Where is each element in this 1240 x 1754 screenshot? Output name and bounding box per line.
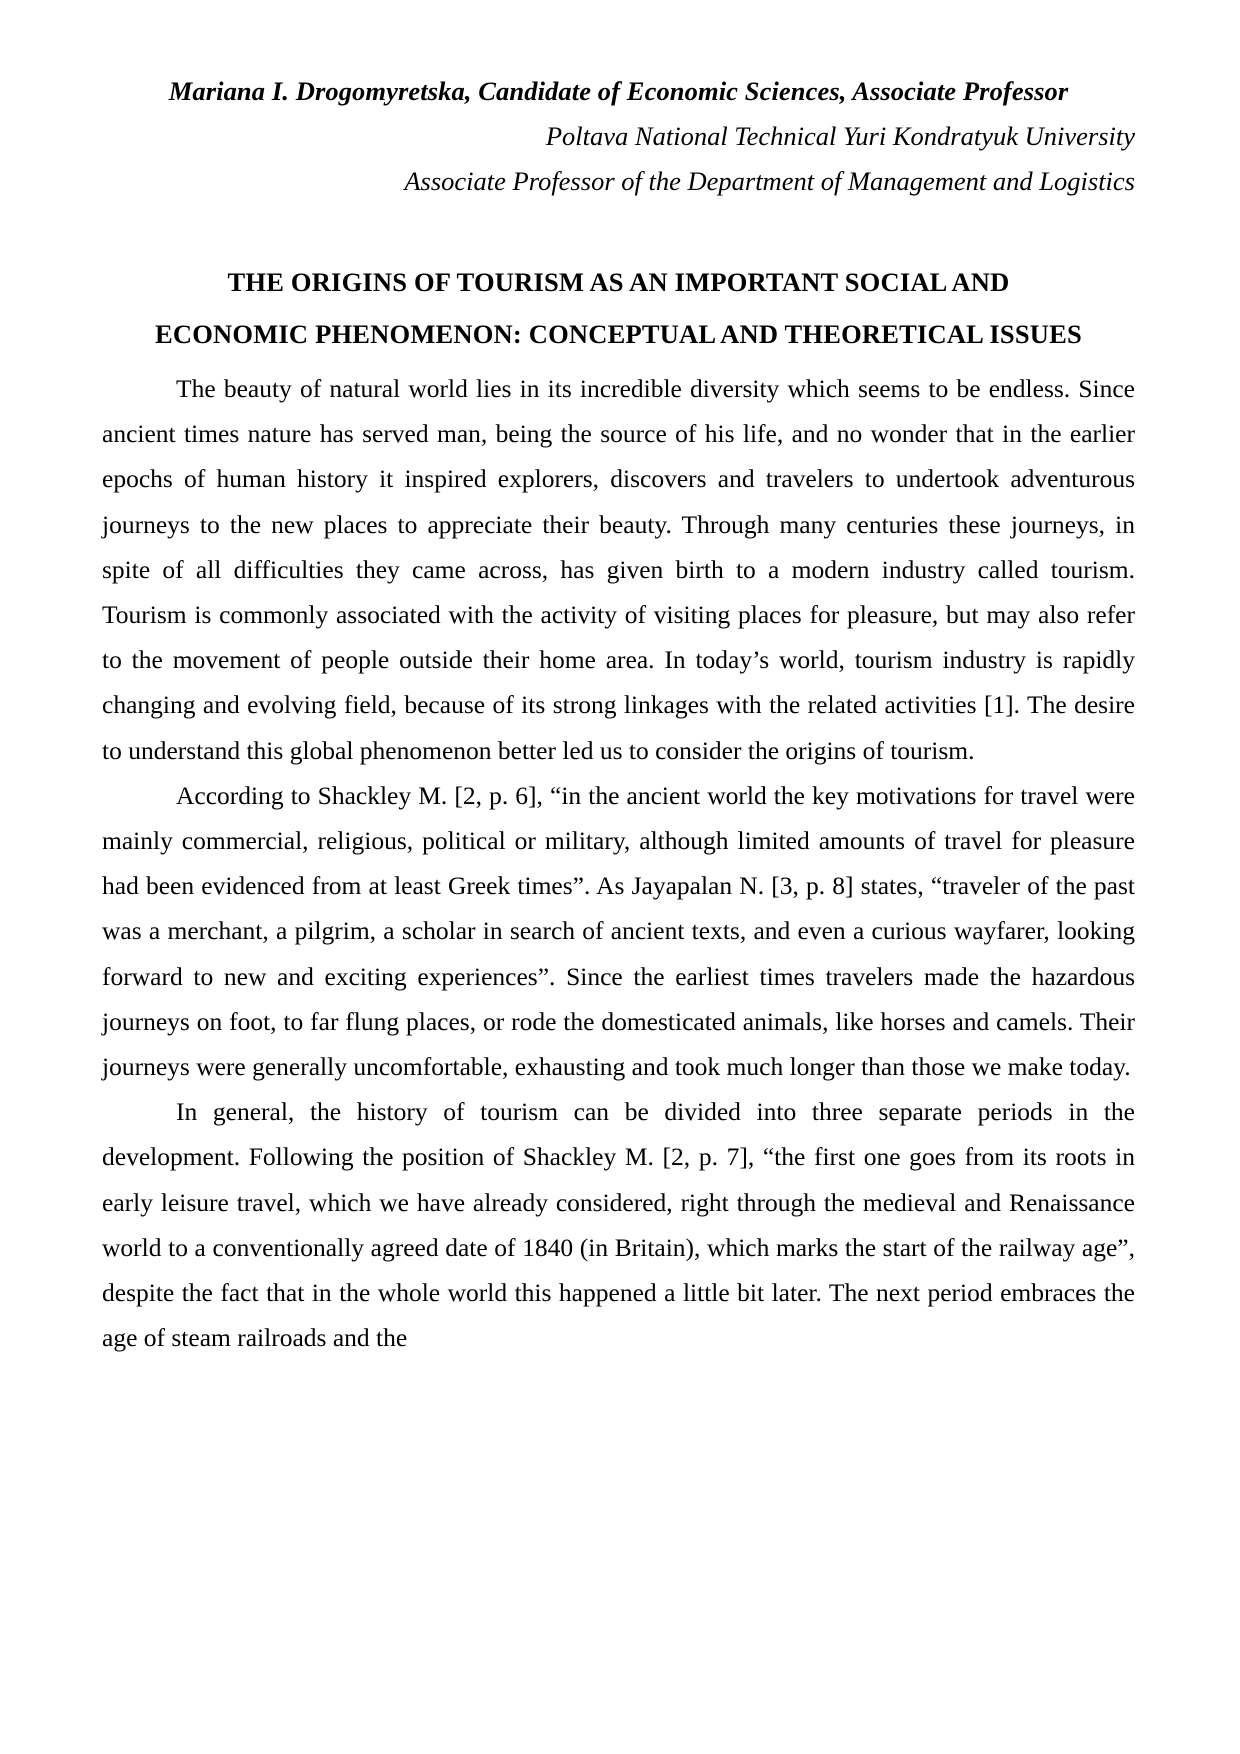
affiliation-university-line: Poltava National Technical Yuri Kondratyuk University	[545, 121, 1135, 151]
author-affiliation-block	[102, 68, 1135, 204]
page-title	[102, 256, 1135, 360]
title-line-2: ECONOMIC PHENOMENON: CONCEPTUAL AND THEORETICAL ISSUES	[155, 319, 1082, 349]
affiliation-department-line: Associate Professor of the Department of Management and Logistics	[404, 166, 1135, 196]
body-text	[102, 366, 1135, 1360]
author-name-line: Mariana I. Drogomyretska, Candidate of Economic Sciences, Associate Professor	[168, 76, 1069, 106]
paragraph-2: According to Shackley M. [2, p. 6], “in the ancient world the key motivations for travel were mainly commercial, religious, political or military, although limited amounts of travel for pleasure had been evidenced from at least Greek times”. As Jayapalan N. [3, p. 8] states, “traveler of the past was a merchant, a pilgrim, a scholar in search of ancient texts, and even a curious wayfarer, looking forward to new and exciting experiences”. Since the earliest times travelers made the hazardous journeys on foot, to far flung places, or rode the domesticated animals, like horses and camels. Their journeys were generally uncomfortable, exhausting and took much longer than those we make today.	[102, 780, 1135, 1082]
paragraph-3: In general, the history of tourism can be divided into three separate periods in the development. Following the position of Shackley M. [2, p. 7], “the first one goes from its roots in early leisure travel, which we have already considered, right through the medieval and Renaissance world to a conventionally agreed date of 1840 (in Britain), which marks the start of the railway age”, despite the fact that in the whole world this happened a little bit later. The next period embraces the age of steam railroads and the	[102, 1097, 1135, 1353]
paragraph-1: The beauty of natural world lies in its incredible diversity which seems to be endless. Since ancient times nature has served man, being the source of his life, and no wonder that in the earlier epochs of human history it inspired explorers, discovers and travelers to undertook adventurous journeys to the new places to appreciate their beauty. Through many centuries these journeys, in spite of all difficulties they came across, has given birth to a modern industry called tourism. Tourism is commonly associated with the activity of visiting places for pleasure, but may also refer to the movement of people outside their home area. In today’s world, tourism industry is rapidly changing and evolving field, because of its strong linkages with the related activities [1]. The desire to understand this global phenomenon better led us to consider the origins of tourism.	[102, 374, 1135, 765]
title-line-1: THE ORIGINS OF TOURISM AS AN IMPORTANT SOCIAL AND	[227, 267, 1010, 297]
